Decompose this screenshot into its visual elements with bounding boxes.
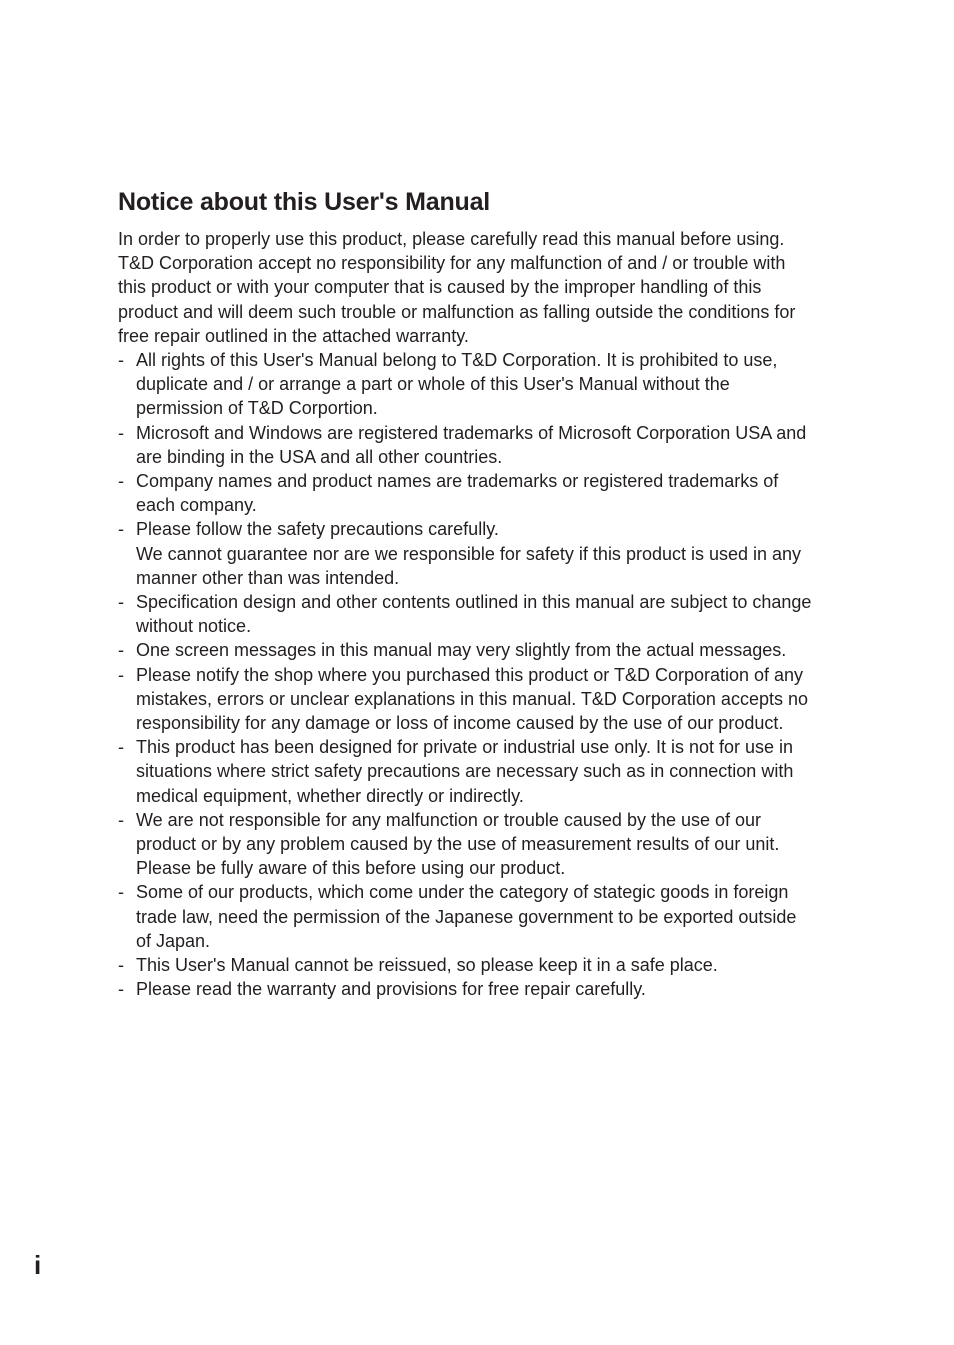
bullet-dash: - [118,882,129,903]
bullet-dash: - [118,640,129,661]
list-item [118,421,878,469]
bullet-dash: - [118,350,129,371]
bullet-dash: - [118,471,129,492]
intro-paragraph: In order to properly use this product, please carefully read this manual before using. T&D Corporation accept no responsibility for any malfunction of and / or trouble with this product or with your computer that is caused by the improper handling of this product and will deem such trouble or malfunction as falling outside the conditions for free repair outlined in the attached warranty. [118,229,796,346]
notice-text: Please follow the safety precautions carefully. We cannot guarantee nor are we responsible for safety if this product is used in any manner other than was intended. [136,519,802,588]
page-title: Notice about this User's Manual [118,188,491,216]
notice-text: Specification design and other contents outlined in this manual are subject to change without notice. [136,592,812,637]
list-item [118,663,878,736]
bullet-dash: - [118,519,129,540]
bullet-dash: - [118,592,129,613]
list-item [118,469,878,517]
notice-text: One screen messages in this manual may very slightly from the actual messages. [136,640,787,661]
bullet-dash: - [118,737,129,758]
notice-text: We are not responsible for any malfunction or trouble caused by the use of our product or by any problem caused by the use of measurement results of our unit. Please be fully aware of this before using our product. [136,809,780,879]
bullet-dash: - [118,664,129,685]
notice-text: Microsoft and Windows are registered trademarks of Microsoft Corporation USA and are binding in the USA and all other countries. [136,422,807,467]
notice-text: Company names and product names are trademarks or registered trademarks of each company. [136,471,779,516]
bullet-dash: - [118,809,129,830]
page-number: i [34,1250,42,1280]
bullet-dash: - [118,979,129,1000]
manual-notice-section [118,186,878,1002]
list-item [118,638,878,662]
notice-text: All rights of this User's Manual belong to T&D Corporation. It is prohibited to use, duplicate and / or arrange a part or whole of this User's Manual without the permission of T&D Corportion. [136,350,778,419]
bullet-dash: - [118,422,129,443]
notice-text: This product has been designed for private or industrial use only. It is not for use in situations where strict safety precautions are necessary such as in connection with medical equipment, whether directly or indirectly. [136,737,794,806]
notice-text: This User's Manual cannot be reissued, so please keep it in a safe place. [136,955,718,976]
notice-text: Some of our products, which come under the category of stategic goods in foreign trade law, need the permission of the Japanese government to be exported outside of Japan. [136,882,797,951]
notice-list [118,348,878,1001]
list-item [118,590,878,638]
list-item [118,953,878,977]
list-item [118,977,878,1001]
list-item [118,735,878,808]
list-item [118,348,878,421]
notice-text: Please notify the shop where you purchased this product or T&D Corporation of any mistakes, errors or unclear explanations in this manual. T&D Corporation accepts no responsibility for any damage or loss of income caused by the use of our product. [136,664,808,734]
list-item [118,517,878,590]
list-item [118,808,878,881]
list-item [118,880,878,953]
notice-text: Please read the warranty and provisions for free repair carefully. [136,979,646,1000]
bullet-dash: - [118,955,129,976]
